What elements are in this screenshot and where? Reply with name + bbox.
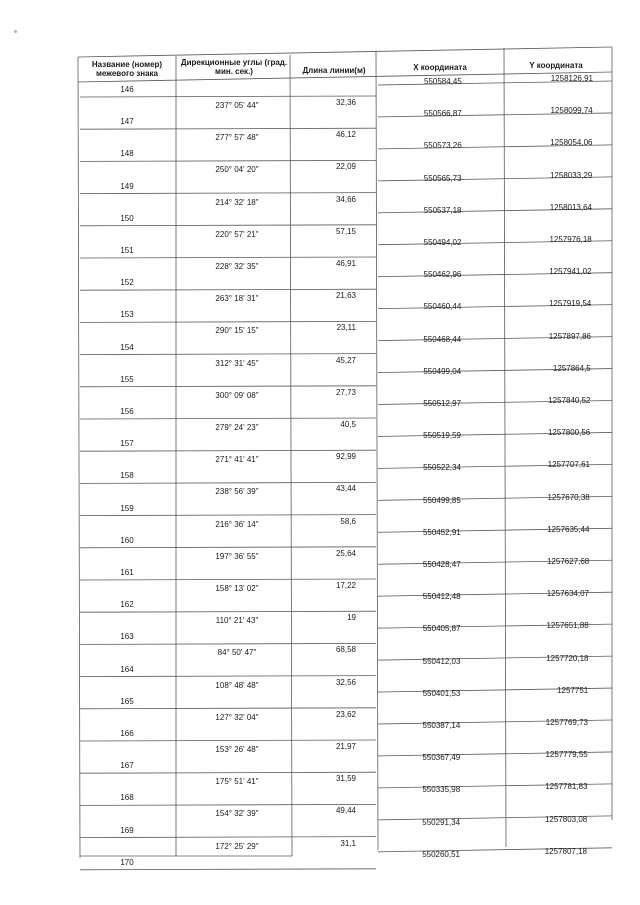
segment-angle: 158° 13' 02" [215,584,259,593]
segment-length: 21,63 [335,291,356,301]
point-name: 151 [120,246,134,255]
point-name: 156 [120,407,134,416]
point-y: 1257720,18 [546,653,589,663]
point-y: 1258033,29 [549,170,593,180]
point-x: 550519,59 [423,431,461,441]
segment-angle: 214° 32' 18" [215,197,259,207]
column-divider [504,48,506,847]
header-top-line [78,47,612,57]
row-line-left [80,547,376,548]
point-y: 1257781,83 [545,782,588,792]
row-line-left [80,289,376,290]
segment-angle: 228° 32' 35" [215,262,259,271]
point-x: 550367,49 [422,753,461,763]
point-x: 550499,04 [423,366,462,376]
segment-length: 23,62 [335,709,356,719]
segment-angle: 108° 48' 48" [215,680,259,690]
segment-angle: 154° 32' 39" [215,809,259,819]
row-line-left [80,96,376,97]
point-name: 163 [120,632,134,642]
segment-angle: 84° 50' 47" [217,648,257,658]
point-name: 148 [120,149,134,159]
point-x: 550335,98 [422,785,461,795]
column-divider [376,52,378,850]
point-y: 1257803,08 [544,814,588,824]
point-name: 157 [120,439,134,449]
point-name: 160 [120,535,134,545]
segment-length: 32,36 [335,98,356,107]
point-x: 550452,91 [422,527,461,537]
segment-length: 46,91 [335,259,356,268]
segment-length: 27,73 [335,387,356,397]
segment-angle: 110° 21' 43" [215,616,259,626]
point-x: 550499,85 [423,495,461,505]
segment-length: 40,5 [340,420,356,429]
point-name: 147 [120,117,134,127]
segment-length: 31,59 [335,774,356,784]
segment-angle: 197° 36' 55" [215,551,259,561]
segment-angle: 263° 18' 31" [215,294,259,304]
row-line-left [80,128,376,129]
point-y: 1257919,54 [548,299,592,309]
point-y: 1257779,55 [545,750,588,760]
point-name: 164 [120,664,134,674]
point-y: 1257800,56 [547,428,591,438]
row-line-left [80,193,376,194]
segment-length: 49,44 [335,806,356,816]
segment-length: 43,44 [335,484,356,494]
point-name: 153 [120,310,134,320]
point-y: 1257751 [557,685,589,695]
point-name: 166 [120,729,134,738]
row-line-left [80,643,376,644]
segment-angle: 312° 31' 45" [215,358,259,368]
segment-length: 21,97 [335,742,356,751]
segment-angle: 290° 15' 15" [215,326,259,336]
segment-length: 17,22 [335,581,356,590]
point-name: 149 [120,181,134,191]
point-y: 1257627,68 [546,557,590,566]
header-x: X координата [413,63,467,72]
segment-angle: 300° 09' 08" [215,390,259,400]
point-x: 550462,96 [423,270,462,280]
point-name: 159 [120,503,134,513]
row-line-left [80,804,376,805]
point-name: 168 [120,793,134,803]
column-divider [290,55,292,856]
point-y: 1257807,18 [544,846,587,856]
point-x: 550401,53 [422,688,461,698]
segment-length: 32,56 [335,677,356,687]
point-name: 150 [120,213,134,223]
point-name: 146 [120,85,134,94]
row-line-left [80,354,376,355]
segment-length: 57,15 [335,226,356,236]
point-y: 1257769,73 [545,718,588,727]
point-x: 550460,44 [423,302,462,312]
header-y: Y координата [529,61,583,70]
point-name: 155 [120,374,134,384]
segment-length: 23,11 [336,323,356,333]
border-left [78,57,80,858]
point-y: 1258126,91 [550,74,593,83]
point-y: 1257864,5 [552,363,591,373]
segment-length: 92,99 [335,452,356,462]
row-line-left [80,450,376,451]
segment-angle: 172° 25' 29" [215,841,259,851]
point-y: 1257976,18 [549,235,592,244]
row-line-left [80,708,376,709]
segment-angle: 216° 36' 14" [215,519,259,529]
header-angle: Дирекционные углы (град. мин. сек.) [180,58,288,76]
row-line-left [80,386,376,387]
header-length: Длина линии(м) [302,66,366,75]
header-name: Название (номер) межевого знака [91,60,163,78]
point-y: 1257670,38 [547,492,590,502]
point-name: 162 [120,600,134,610]
point-x: 550387,14 [422,721,461,730]
point-x: 550260,51 [422,849,461,859]
point-name: 167 [120,761,134,771]
point-x: 550573,26 [423,141,462,151]
point-y: 1258054,06 [550,138,593,148]
segment-length: 34,66 [335,194,356,204]
point-x: 550291,34 [422,817,461,827]
point-x: 550412,48 [422,592,461,602]
segment-angle: 238° 56' 39" [215,487,259,497]
segment-length: 22,09 [335,162,356,172]
row-line-left [80,515,376,516]
segment-angle: 237° 05' 44" [215,101,259,110]
segment-angle: 175° 51' 41" [215,777,259,787]
segment-angle: 220° 57' 21" [215,229,259,239]
segment-length: 68,58 [335,645,356,655]
point-y: 1258013,64 [549,202,592,212]
point-x: 550512,97 [423,399,462,408]
row-line-left [80,772,376,773]
segment-angle: 250° 04' 20" [215,165,259,175]
point-x: 550584,45 [424,77,462,86]
point-name: 170 [120,857,134,867]
point-y: 1257635,44 [547,524,590,534]
point-y: 1257651,88 [546,621,589,631]
point-x: 550566,87 [423,109,462,119]
point-name: 158 [120,471,134,481]
point-x: 550537,18 [423,205,462,215]
segment-angle: 153° 26' 48" [215,745,259,754]
segment-angle: 127° 32' 04" [215,712,259,722]
segment-length: 46,12 [335,130,356,140]
point-y: 1258099,74 [550,106,593,116]
point-name: 165 [120,696,134,706]
point-y: 1257897,86 [548,331,591,341]
row-line-left [80,611,376,612]
point-x: 550522,34 [423,463,461,473]
point-name: 161 [120,568,134,577]
segment-length: 45,27 [335,355,356,365]
point-x: 550405,87 [422,624,461,634]
segment-length: 25,64 [335,548,356,558]
segment-angle: 277° 57' 48" [215,133,259,143]
segment-length: 19 [347,613,356,623]
row-line-left [80,160,376,161]
point-y: 1257707,61 [547,460,590,470]
point-name: 152 [120,278,134,288]
row-line-left [80,225,376,226]
point-name: 169 [120,825,134,835]
row-line-left [80,740,376,741]
point-y: 1257840,52 [548,396,591,405]
segment-length: 58,6 [340,516,356,526]
point-x: 550565,73 [423,173,462,183]
point-name: 154 [120,342,134,352]
point-x: 550468,44 [423,334,462,344]
row-line-left [80,418,376,419]
row-line-left [80,676,376,677]
point-x: 550494,02 [423,238,462,247]
segment-angle: 271° 41' 41" [215,455,259,465]
row-line-left [80,482,376,483]
segment-angle: 279° 24' 23" [215,423,259,432]
row-line-left [80,869,376,870]
point-y: 1257634,07 [546,589,589,599]
point-x: 550428,47 [422,560,461,569]
row-line-left [80,837,376,838]
row-line-left [80,321,376,322]
segment-length: 31,1 [340,838,356,848]
row-line-left [80,257,376,258]
point-y: 1257941,02 [549,267,592,277]
point-x: 550412,03 [422,656,461,666]
row-line-left [80,579,376,580]
